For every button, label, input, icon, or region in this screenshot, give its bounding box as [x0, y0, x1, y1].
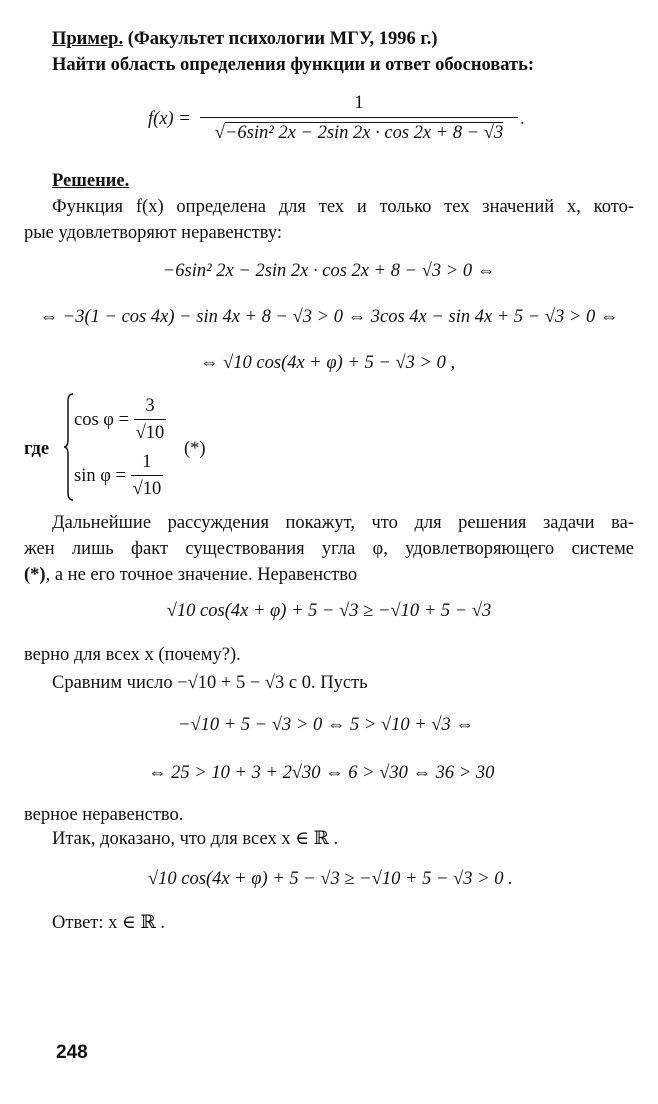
para1-line3: (*), а не его точное значение. Неравенство	[24, 565, 358, 585]
solution-label: Решение.	[52, 171, 130, 191]
equation-6: ⇔ 25 > 10 + 3 + 2√30 ⇔ 6 > √30 ⇔ 36 > 30	[148, 763, 495, 783]
formula-numerator: 1	[354, 93, 364, 113]
formula-lhs: f(x) =	[148, 109, 191, 129]
brace-icon	[64, 393, 74, 501]
compare-text: Сравним число −√10 + 5 − √3 с 0. Пусть	[52, 673, 368, 693]
where-label: где	[24, 439, 50, 459]
para2: верно для всех x (почему?).	[24, 645, 241, 665]
example-source: (Факультет психологии МГУ, 1996 г.)	[123, 29, 438, 49]
equation-2: ⇔ −3(1 − cos 4x) − sin 4x + 8 − √3 > 0 ⇔ 3cos 4x − sin 4x + 5 − √3 > 0 ⇔	[39, 307, 619, 327]
para1-line1: Дальнейшие рассуждения покажут, что для решения задачи ва-	[52, 513, 634, 533]
equation-3: ⇔ √10 cos(4x + φ) + 5 − √3 > 0 ,	[200, 353, 456, 373]
example-label: Пример.	[52, 29, 124, 49]
formula-tail: .	[520, 109, 525, 129]
page-number: 248	[56, 1042, 88, 1063]
system-row-cos: cos φ = $\frac{3}{√10}$	[74, 393, 166, 446]
phi-system	[58, 389, 188, 505]
answer-text: Ответ: x ∈ ℝ .	[52, 913, 165, 933]
formula-radicand: √−6sin² 2x − 2sin 2x · cos 2x + 8 − √3	[214, 123, 504, 143]
system-marker: (*)	[184, 439, 206, 459]
system-row-sin: sin φ = $\frac{1}{√10}$	[74, 449, 163, 502]
equation-5: −√10 + 5 − √3 > 0 ⇔ 5 > √10 + √3 ⇔	[178, 715, 474, 735]
proved-text: Итак, доказано, что для всех x ∈ ℝ .	[52, 829, 339, 849]
equation-1: −6sin² 2x − 2sin 2x · cos 2x + 8 − √3 > 0 ⇔	[162, 261, 496, 281]
task-text: Найти область определения функции и ответ обосновать:	[52, 55, 535, 75]
solution-line1: Функция f(x) определена для тех и только тех значений x, кото-	[52, 197, 634, 217]
para1-line2: жен лишь факт существования угла φ, удовлетворяющего системе	[24, 539, 634, 559]
equation-7: √10 cos(4x + φ) + 5 − √3 ≥ −√10 + 5 − √3 > 0 .	[148, 869, 513, 889]
solution-line2: рые удовлетворяют неравенству:	[24, 223, 283, 243]
example-heading	[52, 26, 634, 52]
equation-4: √10 cos(4x + φ) + 5 − √3 ≥ −√10 + 5 − √3	[166, 601, 492, 621]
para3: верное неравенство.	[24, 805, 184, 825]
